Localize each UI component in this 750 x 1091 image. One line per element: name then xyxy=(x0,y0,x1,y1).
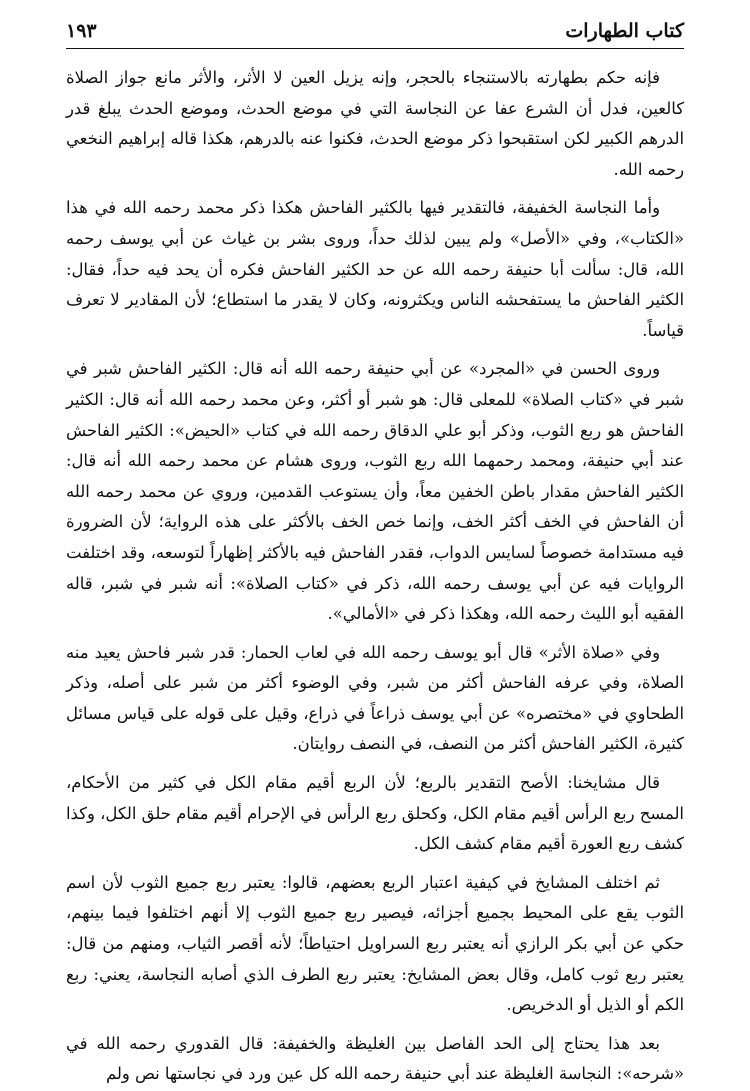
running-title: كتاب الطهارات xyxy=(565,20,684,42)
paragraph-4: وفي «صلاة الأثر» قال أبو يوسف رحمه الله في لعاب الحمار: قدر شبر فاحش يعيد منه الصلاة، وفي عرفه الفاحش أكثر من شبر، وفي الوضوء أكثر من شبر على أصله، وذكر الطحاوي في «مختصره» عن أبي يوسف ذراعاً في ذراع، وقيل على قوله على قياس مسائل كثيرة، الكثير الفاحش أكثر من النصف، في النصف روايتان. xyxy=(66,642,684,754)
paragraph-7: بعد هذا يحتاج إلى الحد الفاصل بين الغليظة والخفيفة: قال القدوري رحمه الله في «شرحه»: النجاسة الغليظة عند أبي حنيفة رحمه الله كل عين ورد في نجاستها نص ولم xyxy=(66,1033,684,1084)
body-text xyxy=(66,63,684,1090)
paragraph-2: وأما النجاسة الخفيفة، فالتقدير فيها بالكثير الفاحش هكذا ذكر محمد رحمه الله في هذا «الكتاب»، وفي «الأصل» ولم يبين لذلك حداً، وروى بشر بن غياث عن أبي يوسف رحمه الله، قال: سألت أبا حنيفة رحمه الله عن حد الكثير الفاحش فكره أن يحد فيه حداً، فقال: الكثير الفاحش ما يستفحشه الناس ويكثرونه، وكان لا يقدر ما استطاع؛ لأن المقادير لا تعرف قياساً. xyxy=(66,198,684,340)
paragraph-3: وروى الحسن في «المجرد» عن أبي حنيفة رحمه الله أنه قال: الكثير الفاحش شبر في شبر في «كتاب الصلاة» للمعلى قال: هو شبر أو أكثر، وعن محمد رحمه الله أنه قال: الكثير الفاحش هو ربع الثوب، وذكر أبو علي الدقاق رحمه الله في كتاب «الحيض»: الكثير الفاحش عند أبي حنيفة، ومحمد رحمهما الله ربع الثوب، وروى هشام عن محمد رحمه الله أنه قال: الكثير الفاحش مقدار باطن الخفين معاً، وأن يستوعب القدمين، وروي عن محمد رحمه الله أن الفاحش في الخف أكثر الخف، وإنما خص الخف بالأكثر على هذه الرواية؛ لأن الضرورة فيه مستدامة خصوصاً لسايس الدواب، فقدر الفاحش فيه بالأكثر إظهاراً لتوسعه، وقد اختلفت الروايات فيه عن أبي يوسف رحمه الله، ذكر في «كتاب الصلاة»: أنه شبر في شبر، قاله الفقيه أبو الليث رحمه الله، وهكذا ذكر في «الأمالي». xyxy=(66,359,684,624)
paragraph-6: ثم اختلف المشايخ في كيفية اعتبار الربع بعضهم، قالوا: يعتبر ربع جميع الثوب لأن اسم الثوب يقع على المحيط بجميع أجزائه، فيصير ربع جميع الثوب إلا أنهم اختلفوا فيما بينهم، حكي عن أبي بكر الرازي أنه يعتبر ربع السراويل احتياطاً؛ لأنه أقصر الثياب، ومنهم من قال: يعتبر ربع ثوب كامل، وقال بعض المشايخ: يعتبر ربع الطرف الذي أصابه النجاسة، يعني: ربع الكم أو الذيل أو الدخريص. xyxy=(66,872,684,1015)
paragraph-5: قال مشايخنا: الأصح التقدير بالربع؛ لأن الربع أقيم مقام الكل في كثير من الأحكام، المسح ربع الرأس أقيم مقام الكل، وكحلق ربع الرأس في الإحرام أقيم مقام حلق الكل، وكذا كشف ربع العورة أقيم مقام كشف الكل. xyxy=(66,773,684,854)
paragraph-1: فإنه حكم بطهارته بالاستنجاء بالحجر، وإنه يزيل العين لا الأثر، والأثر مانع جواز الصلاة كالعين، فدل أن الشرع عفا عن النجاسة التي في موضع الحدث، وموضع الحدث يبلغ قدر الدرهم الكبير لكن استقبحوا ذكر موضع الحدث، فكنوا عنه بالدرهم، هكذا قاله إبراهيم النخعي رحمه الله. xyxy=(66,68,684,179)
page-number: ١٩٣ xyxy=(66,20,97,42)
page-header xyxy=(66,16,684,49)
